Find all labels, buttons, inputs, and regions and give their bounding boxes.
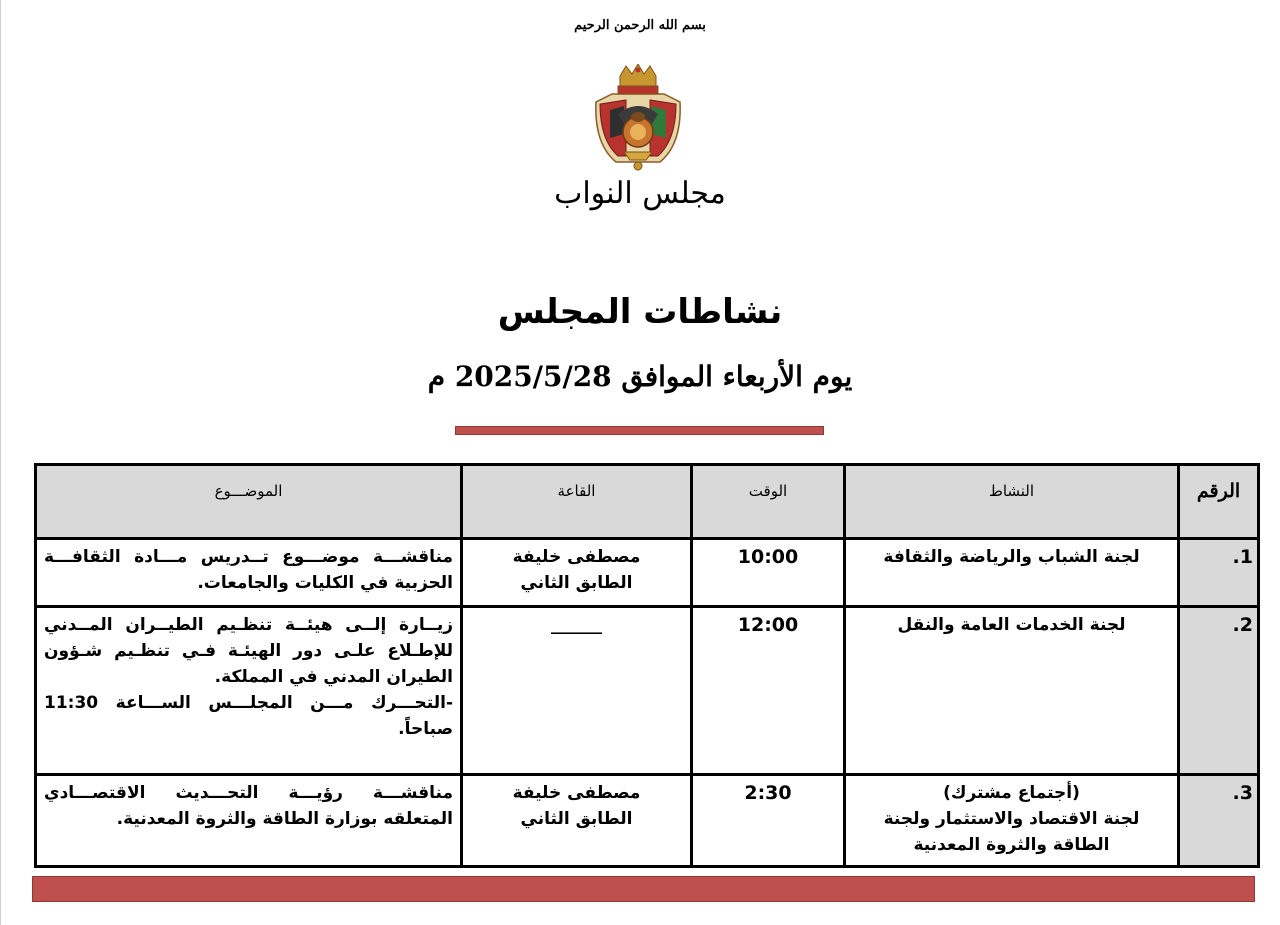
row-topic <box>36 607 462 775</box>
activity-line: لجنة الخدمات العامة والنقل <box>897 615 1126 635</box>
row-number: 2. <box>1179 607 1259 775</box>
topic-line: مناقشـــة رؤيـــة التحـــديث الاقتصـــادي المتعلقه بوزارة الطاقة والثروة المعدنية. <box>44 783 453 829</box>
table-row <box>36 775 1259 867</box>
topic-line: زيــارة إلــى هيئــة تنظـيم الطيــران المــدني للإطـلاع علـى دور الهيئـة فـي تنظـيم شـؤون الطيران المدني في المملكة. <box>44 615 453 687</box>
row-hall <box>462 607 692 775</box>
header-number: الرقم <box>1179 465 1259 539</box>
row-activity <box>845 775 1179 867</box>
activity-line: (أجتماع مشترك) <box>943 783 1080 803</box>
activity-line: لجنة الاقتصاد والاستثمار ولجنة <box>883 809 1140 829</box>
row-time: 2:30 <box>692 775 845 867</box>
hall-line: مصطفى خليفة <box>512 547 641 567</box>
activity-line: الطاقة والثروة المعدنية <box>913 835 1110 855</box>
page-title: نشاطات المجلس <box>497 292 783 332</box>
table-row <box>36 607 1259 775</box>
header-activity: النشاط <box>845 465 1179 539</box>
row-hall <box>462 775 692 867</box>
row-time: 10:00 <box>692 539 845 607</box>
hall-line: الطابق الثاني <box>520 573 633 593</box>
activity-line: لجنة الشباب والرياضة والثقافة <box>883 547 1140 567</box>
row-activity <box>845 539 1179 607</box>
row-topic <box>36 539 462 607</box>
date-subtitle: يوم الأربعاء الموافق 2025/5/28 م <box>427 360 853 393</box>
header-hall: القاعة <box>462 465 692 539</box>
row-activity <box>845 607 1179 775</box>
parliament-logo-text: مجلس النواب <box>554 176 726 211</box>
hall-line: مصطفى خليفة <box>512 783 641 803</box>
page-edge-line <box>0 0 1 925</box>
table-header-row <box>36 465 1259 539</box>
hall-placeholder-line: ______ <box>551 615 602 635</box>
hall-line: الطابق الثاني <box>520 809 633 829</box>
row-topic <box>36 775 462 867</box>
topic-line: مناقشـــة موضـــوع تــدريس مـــادة الثقافـــة الحزبية في الكليات والجامعات. <box>44 547 453 593</box>
row-number: 3. <box>1179 775 1259 867</box>
jordan-coat-of-arms-icon <box>586 64 690 172</box>
row-time: 12:00 <box>692 607 845 775</box>
table-row <box>36 539 1259 607</box>
topic-line: -التحـــرك مـــن المجلـــس الســـاعة 11:30 صباحاً. <box>44 693 453 739</box>
title-divider-bar <box>455 426 824 435</box>
activities-table <box>34 463 1260 868</box>
row-number: 1. <box>1179 539 1259 607</box>
bottom-divider-bar <box>32 876 1255 902</box>
row-hall <box>462 539 692 607</box>
header-time: الوقت <box>692 465 845 539</box>
header-topic: الموضـــوع <box>36 465 462 539</box>
basmala-text: بسم الله الرحمن الرحيم <box>574 18 706 33</box>
